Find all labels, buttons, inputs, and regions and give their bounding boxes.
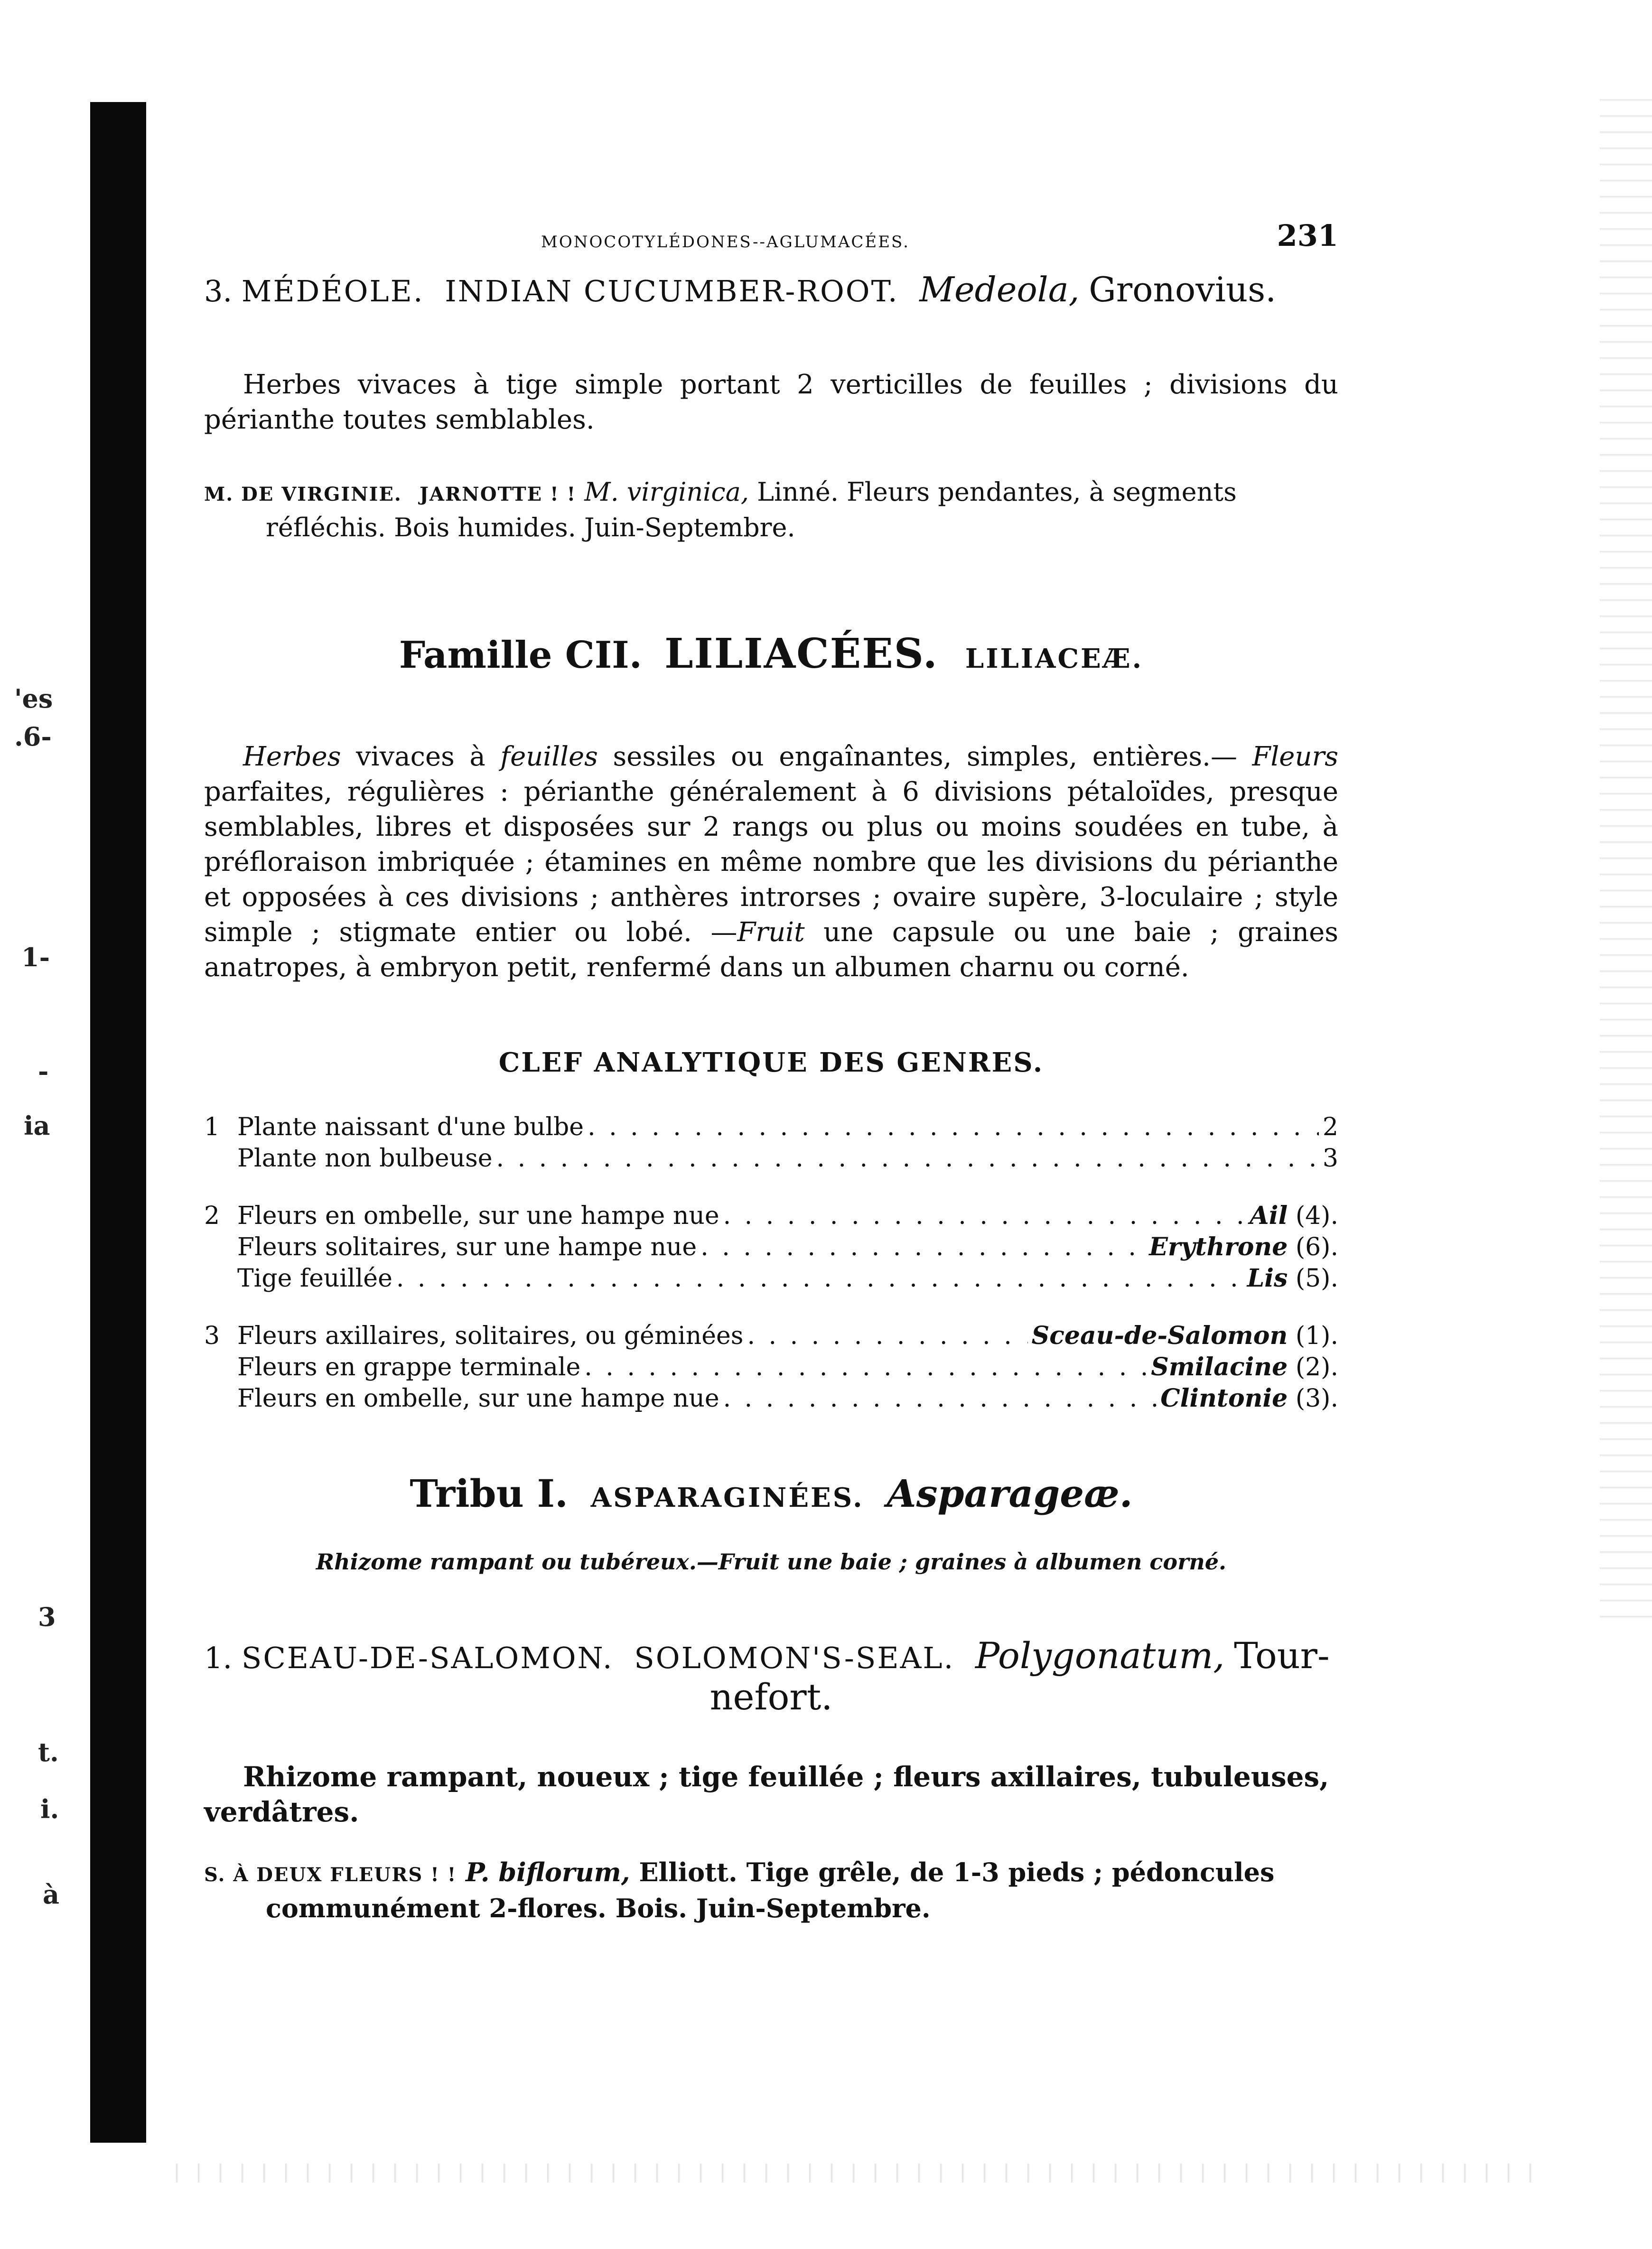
- running-head: [204, 218, 1338, 256]
- genus-number: 3.: [204, 274, 233, 308]
- leader-dots: [723, 1200, 1246, 1232]
- key-row: [204, 1111, 1338, 1143]
- leader-dots: [584, 1352, 1147, 1383]
- margin-fragment: i.: [40, 1794, 59, 1824]
- species-common-name: M. DE VIRGINIE.: [204, 483, 402, 505]
- genus-french-name: MÉDÉOLE.: [241, 274, 424, 308]
- margin-fragment: -: [38, 1056, 49, 1086]
- key-genus: Clintonie: [1160, 1384, 1288, 1413]
- genus-latin-name: Polygonatum,: [975, 1634, 1225, 1677]
- key-ref: (1).: [1295, 1322, 1338, 1350]
- key-number: 2: [204, 1202, 220, 1230]
- text: sessiles ou engaînantes, simples, entières.—: [613, 741, 1237, 772]
- key-genus: Sceau-de-Salomon: [1031, 1321, 1288, 1350]
- key-result: 2: [1322, 1113, 1338, 1141]
- term-fleurs: Fleurs: [1252, 741, 1339, 772]
- tribe-prefix: Tribu I.: [410, 1471, 568, 1516]
- genus-author: Gronovius.: [1089, 270, 1277, 309]
- key-row: [204, 1200, 1338, 1232]
- key-label: Plante naissant d'une bulbe: [237, 1113, 584, 1141]
- key-label: Fleurs en ombelle, sur une hampe nue: [237, 1202, 719, 1230]
- key-label: Plante non bulbeuse: [237, 1144, 493, 1173]
- key-label: Fleurs axillaires, solitaires, ou géminées: [237, 1322, 744, 1350]
- key-result: 3: [1322, 1144, 1338, 1173]
- key-title: CLEF ANALYTIQUE DES GENRES.: [498, 1047, 1044, 1078]
- key-genus: Erythrone: [1149, 1232, 1288, 1261]
- book-page: [204, 218, 1338, 1925]
- key-genus: Ail: [1250, 1201, 1288, 1230]
- term-fruit: Fruit: [737, 917, 805, 948]
- scan-edge-noise-bottom: [157, 2164, 1533, 2183]
- key-row: [204, 1352, 1338, 1383]
- species-vernacular: JARNOTTE ! !: [419, 483, 577, 505]
- left-margin-bleedthrough: [0, 0, 71, 2249]
- margin-fragment: 3: [38, 1602, 56, 1632]
- genus-french-name: SCEAU-DE-SALOMON.: [241, 1641, 614, 1675]
- genus-author-continued: nefort.: [709, 1676, 833, 1718]
- tribe-description: Rhizome rampant ou tubéreux.—Fruit une baie ; graines à albumen corné.: [316, 1549, 1227, 1575]
- species-entry: [204, 476, 1338, 544]
- species-entry: [204, 1856, 1338, 1925]
- key-number: 1: [204, 1113, 220, 1141]
- genus-heading-medeole: [204, 271, 1338, 310]
- genus-english-name: SOLOMON'S-SEAL.: [634, 1641, 955, 1675]
- tribe-heading: [204, 1471, 1338, 1516]
- key-ref: (4).: [1295, 1202, 1338, 1230]
- key-number: 3: [204, 1322, 220, 1350]
- species-text: Elliott. Tige grêle, de 1-3 pieds ; pédoncules communément 2-flores. Bois. Juin-Septembre.: [266, 1857, 1275, 1923]
- leader-dots: [496, 1143, 1319, 1174]
- term-feuilles: feuilles: [500, 741, 598, 772]
- key-genus: Lis: [1247, 1264, 1288, 1293]
- text: parfaites, régulières : périanthe généralement à 6 divisions pétaloïdes, presque semblables, libres et disposées sur 2 rangs ou plus ou moins soudées en tube, à préfloraison imbriquée ; étamines en même nombre que les divisions du périanthe et opposées à ces divisions ; anthères introrses ; ovaire supère, 3-loculaire ; style simple ; stigmate entier ou lobé. —: [204, 776, 1338, 948]
- key-row: [204, 1143, 1338, 1174]
- key-ref: (5).: [1295, 1264, 1338, 1293]
- text: vivaces à: [356, 741, 485, 772]
- key-ref: (2).: [1295, 1353, 1338, 1381]
- key-label: Fleurs en ombelle, sur une hampe nue: [237, 1384, 719, 1413]
- species-text: Linné. Fleurs pendantes, à segments réfléchis. Bois humides. Juin-Septembre.: [266, 477, 1237, 542]
- key-row: [204, 1232, 1338, 1263]
- margin-fragment: 'es: [14, 683, 53, 714]
- genus-number: 1.: [204, 1641, 233, 1675]
- key-row: [204, 1320, 1338, 1352]
- page-number: 231: [1277, 218, 1338, 253]
- running-head-title: MONOCOTYLÉDONES--AGLUMACÉES.: [541, 233, 910, 252]
- key-group-1: [204, 1111, 1338, 1174]
- family-latin: LILIACEÆ.: [965, 643, 1144, 674]
- genus-latin-name: Medeola,: [919, 270, 1080, 309]
- genus-author: Tour-: [1234, 1634, 1330, 1677]
- species-binomial: M. virginica,: [584, 477, 749, 507]
- family-heading: [204, 630, 1338, 678]
- species-common-name: S. À DEUX FLEURS ! !: [204, 1864, 457, 1886]
- key-group-2: [204, 1200, 1338, 1294]
- leader-dots: [588, 1111, 1319, 1143]
- family-description: [204, 739, 1338, 985]
- tribe-name: ASPARAGINÉES.: [590, 1482, 864, 1513]
- leader-dots: [723, 1383, 1157, 1414]
- text: une capsule ou une baie ; graines anatropes, à embryon petit, renfermé dans un albumen charnu ou corné.: [204, 917, 1338, 983]
- margin-fragment: t.: [38, 1737, 59, 1767]
- key-label: Fleurs en grappe terminale: [237, 1353, 581, 1381]
- leader-dots: [747, 1320, 1027, 1352]
- margin-fragment: ia: [24, 1111, 50, 1141]
- leader-dots: [396, 1263, 1243, 1294]
- genus-english-name: INDIAN CUCUMBER-ROOT.: [445, 274, 899, 308]
- margin-fragment: .6-: [14, 721, 52, 752]
- leader-dots: [700, 1232, 1145, 1263]
- genus-description: Herbes vivaces à tige simple portant 2 verticilles de feuilles ; divisions du périanthe toutes semblables.: [204, 369, 1338, 435]
- scan-edge-noise-right: [1600, 85, 1652, 1628]
- key-ref: (6).: [1295, 1233, 1338, 1261]
- key-ref: (3).: [1295, 1384, 1338, 1413]
- term-herbes: Herbes: [243, 741, 341, 772]
- key-row: [204, 1383, 1338, 1414]
- key-label: Tige feuillée: [237, 1264, 392, 1293]
- book-binding-shadow: [90, 102, 146, 2143]
- family-prefix: Famille CII.: [399, 634, 642, 677]
- tribe-latin: Asparageæ.: [887, 1471, 1133, 1516]
- margin-fragment: à: [43, 1879, 59, 1910]
- margin-fragment: 1-: [21, 942, 50, 972]
- key-genus: Smilacine: [1151, 1353, 1288, 1381]
- genus-description: Rhizome rampant, noueux ; tige feuillée ; fleurs axillaires, tubuleuses, verdâtres.: [204, 1761, 1329, 1828]
- family-name: LILIACÉES.: [664, 630, 938, 678]
- key-label: Fleurs solitaires, sur une hampe nue: [237, 1233, 697, 1261]
- genus-heading-sceau: [204, 1636, 1338, 1717]
- species-binomial: P. biflorum,: [466, 1857, 630, 1887]
- key-group-3: [204, 1320, 1338, 1414]
- key-row: [204, 1263, 1338, 1294]
